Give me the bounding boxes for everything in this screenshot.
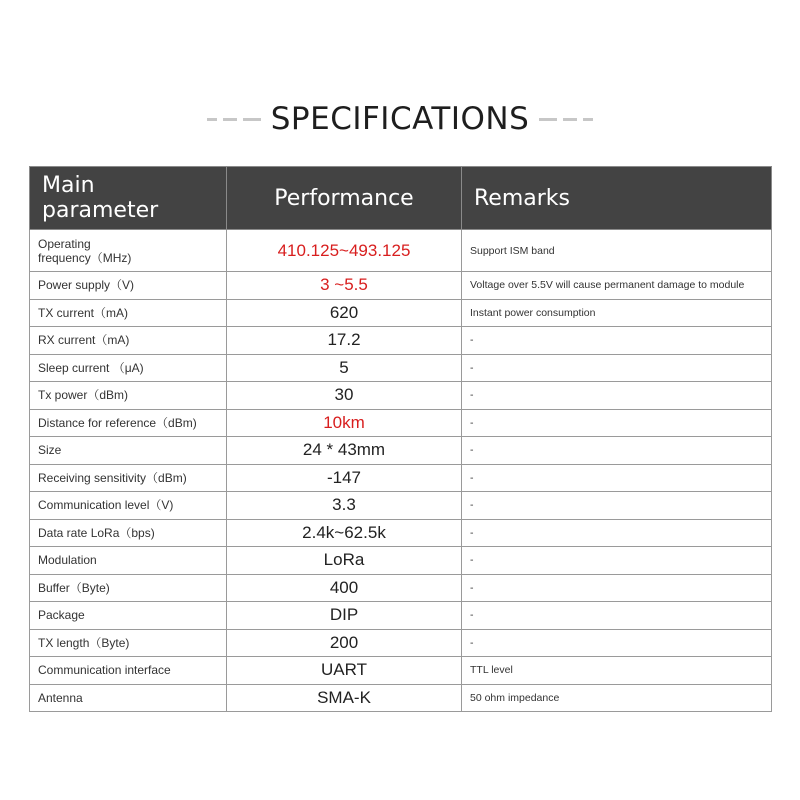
title-left-dashes	[207, 118, 261, 121]
performance-cell: 3.3	[227, 492, 462, 520]
title-bar	[0, 96, 800, 142]
table-row	[30, 327, 772, 355]
table-body	[30, 230, 772, 712]
remarks-cell: -	[462, 382, 772, 410]
performance-cell: 17.2	[227, 327, 462, 355]
performance-cell: 400	[227, 574, 462, 602]
performance-cell: 3 ~5.5	[227, 272, 462, 300]
remarks-cell: 50 ohm impedance	[462, 684, 772, 712]
remarks-cell: -	[462, 629, 772, 657]
remarks-cell: -	[462, 602, 772, 630]
parameter-cell: Buffer（Byte)	[30, 574, 227, 602]
table-row	[30, 464, 772, 492]
performance-cell: LoRa	[227, 547, 462, 575]
table-row	[30, 684, 772, 712]
remarks-cell: -	[462, 354, 772, 382]
performance-cell: 410.125~493.125	[227, 230, 462, 272]
table-row	[30, 382, 772, 410]
remarks-cell: Support ISM band	[462, 230, 772, 272]
performance-cell: UART	[227, 657, 462, 685]
parameter-cell: Receiving sensitivity（dBm)	[30, 464, 227, 492]
performance-cell: DIP	[227, 602, 462, 630]
performance-cell: 30	[227, 382, 462, 410]
parameter-cell: Sleep current （μA)	[30, 354, 227, 382]
table-row	[30, 230, 772, 272]
header-main-parameter: Main parameter	[30, 167, 227, 230]
parameter-cell: Package	[30, 602, 227, 630]
parameter-cell: Modulation	[30, 547, 227, 575]
table-row	[30, 492, 772, 520]
parameter-cell: Distance for reference（dBm)	[30, 409, 227, 437]
parameter-cell: Communication level（V)	[30, 492, 227, 520]
parameter-cell: Operating frequency（MHz)	[30, 230, 227, 272]
parameter-cell: Antenna	[30, 684, 227, 712]
specifications-table	[29, 166, 772, 712]
table-row	[30, 574, 772, 602]
performance-cell: 620	[227, 299, 462, 327]
table-row	[30, 409, 772, 437]
parameter-cell: Tx power（dBm)	[30, 382, 227, 410]
parameter-cell: TX length（Byte)	[30, 629, 227, 657]
table-row	[30, 519, 772, 547]
header-remarks: Remarks	[462, 167, 772, 230]
page-title: SPECIFICATIONS	[270, 101, 530, 137]
table-row	[30, 272, 772, 300]
performance-cell: 24 * 43mm	[227, 437, 462, 465]
header-row	[30, 167, 772, 230]
parameter-cell: RX current（mA)	[30, 327, 227, 355]
performance-cell: -147	[227, 464, 462, 492]
table-row	[30, 299, 772, 327]
table-row	[30, 354, 772, 382]
remarks-cell: -	[462, 464, 772, 492]
performance-cell: 5	[227, 354, 462, 382]
parameter-cell: Power supply（V)	[30, 272, 227, 300]
remarks-cell: -	[462, 437, 772, 465]
table-row	[30, 547, 772, 575]
remarks-cell: -	[462, 409, 772, 437]
table-row	[30, 629, 772, 657]
parameter-cell: Data rate LoRa（bps)	[30, 519, 227, 547]
header-performance: Performance	[227, 167, 462, 230]
remarks-cell: Voltage over 5.5V will cause permanent damage to module	[462, 272, 772, 300]
table-row	[30, 602, 772, 630]
performance-cell: 200	[227, 629, 462, 657]
title-right-dashes	[539, 118, 593, 121]
remarks-cell: -	[462, 547, 772, 575]
table-row	[30, 437, 772, 465]
parameter-cell: Size	[30, 437, 227, 465]
remarks-cell: -	[462, 574, 772, 602]
table-header	[30, 167, 772, 230]
remarks-cell: Instant power consumption	[462, 299, 772, 327]
remarks-cell: -	[462, 327, 772, 355]
remarks-cell: TTL level	[462, 657, 772, 685]
remarks-cell: -	[462, 519, 772, 547]
table-row	[30, 657, 772, 685]
remarks-cell: -	[462, 492, 772, 520]
parameter-cell: Communication interface	[30, 657, 227, 685]
performance-cell: SMA-K	[227, 684, 462, 712]
parameter-cell: TX current（mA)	[30, 299, 227, 327]
performance-cell: 10km	[227, 409, 462, 437]
performance-cell: 2.4k~62.5k	[227, 519, 462, 547]
